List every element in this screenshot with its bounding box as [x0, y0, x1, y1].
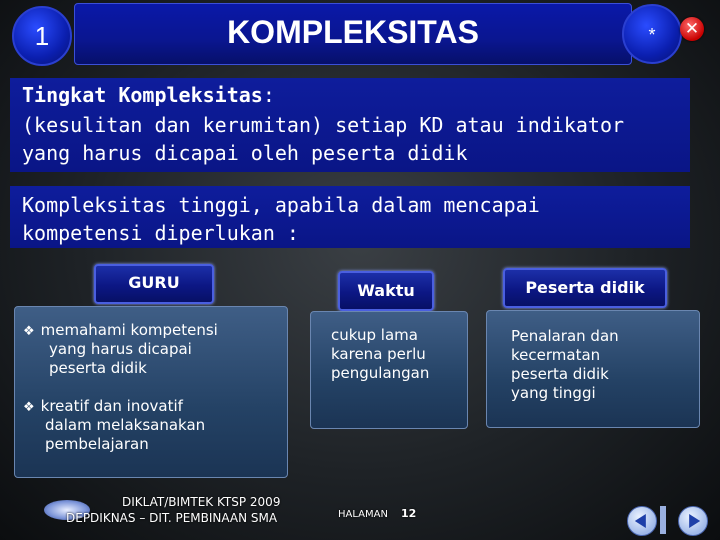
footer-org-line-1: DIKLAT/BIMTEK KTSP 2009: [122, 495, 281, 509]
waktu-line-3: pengulangan: [331, 364, 430, 382]
guru-item-1-line-1: [23, 321, 218, 341]
bullet-icon: ❖: [23, 324, 35, 339]
peserta-header: [503, 268, 667, 308]
arrow-left-icon: [635, 514, 646, 528]
guru-panel: [14, 306, 288, 478]
peserta-panel: [486, 310, 700, 428]
definition-line-1: [22, 82, 275, 108]
waktu-line-2: karena perlu: [331, 345, 426, 363]
waktu-header: [338, 271, 434, 311]
peserta-line-1: Penalaran dan: [511, 327, 619, 345]
nav-divider: [660, 506, 666, 534]
waktu-line-1: cukup lama: [331, 326, 418, 344]
bullet-icon: ❖: [23, 400, 35, 415]
marker-text: *: [648, 25, 656, 45]
definition-colon: :: [262, 83, 275, 107]
page-label: HALAMAN: [338, 509, 388, 520]
title-bar: [74, 3, 632, 65]
guru-header-label: GURU: [128, 273, 180, 292]
close-button[interactable]: [680, 17, 704, 41]
guru-item-2-line-1: [23, 397, 183, 417]
peserta-line-4: yang tinggi: [511, 384, 596, 402]
slide-number-badge: [12, 6, 72, 66]
prev-slide-button[interactable]: [627, 506, 657, 536]
definition-box: [10, 78, 690, 172]
next-slide-button[interactable]: [678, 506, 708, 536]
condition-line-1: Kompleksitas tinggi, apabila dalam mencapai: [22, 193, 540, 217]
guru-header: [94, 264, 214, 304]
guru-item-1-line-2: yang harus dicapai: [49, 340, 192, 358]
definition-line-3: yang harus dicapai oleh peserta didik: [22, 141, 468, 165]
guru-item-1-text-1: memahami kompetensi: [40, 321, 218, 339]
marker-badge: [622, 4, 682, 64]
peserta-header-label: Peserta didik: [525, 278, 645, 297]
guru-item-2-line-3: pembelajaran: [45, 435, 149, 453]
condition-box: [10, 186, 690, 248]
peserta-line-2: kecermatan: [511, 346, 601, 364]
footer-org-line-2: DEPDIKNAS – DIT. PEMBINAAN SMA: [66, 511, 278, 525]
waktu-header-label: Waktu: [357, 281, 415, 300]
page-title: KOMPLEKSITAS: [227, 14, 479, 50]
definition-term: Tingkat Kompleksitas: [22, 83, 263, 107]
slide-number: 1: [34, 21, 50, 51]
close-icon: ✕: [684, 19, 700, 39]
arrow-right-icon: [689, 514, 700, 528]
condition-line-2: kompetensi diperlukan :: [22, 221, 299, 245]
peserta-line-3: peserta didik: [511, 365, 609, 383]
guru-item-2-text-1: kreatif dan inovatif: [40, 397, 183, 415]
definition-line-2: (kesulitan dan kerumitan) setiap KD atau indikator: [22, 113, 625, 137]
page-number: 12: [401, 507, 417, 520]
waktu-panel: [310, 311, 468, 429]
guru-item-2-line-2: dalam melaksanakan: [45, 416, 206, 434]
guru-item-1-line-3: peserta didik: [49, 359, 147, 377]
